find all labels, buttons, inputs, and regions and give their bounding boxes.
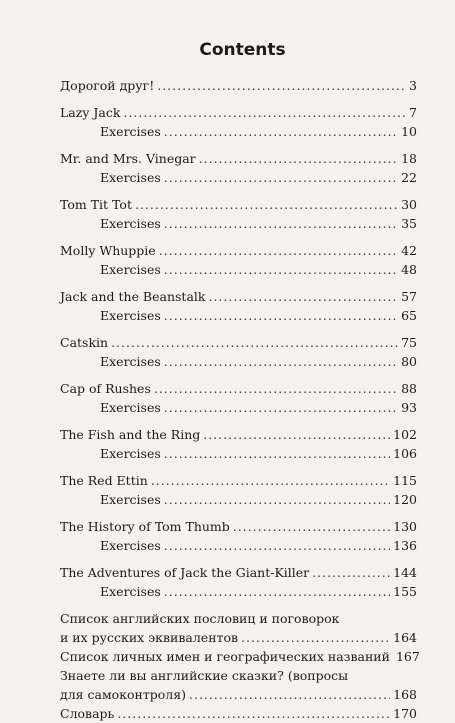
dot-leader: [123, 103, 406, 122]
toc-entry: [60, 379, 417, 398]
toc-page-number: 30: [401, 197, 417, 212]
toc-page-number: 57: [401, 289, 417, 304]
toc-entry-title: The Red Ettin: [60, 473, 148, 488]
toc-entry: [60, 471, 417, 490]
dot-leader: [208, 287, 398, 306]
toc-subentry: [60, 490, 417, 509]
toc-page-number: 80: [401, 354, 417, 369]
toc-entry: [60, 563, 417, 582]
dot-leader: [164, 122, 398, 141]
toc-subentry: [60, 444, 417, 463]
page-title: Contents: [199, 40, 286, 60]
toc-entry-title: Знаете ли вы английские сказки? (вопросы: [60, 668, 349, 683]
dot-leader: [189, 685, 390, 704]
toc-page-number: 167: [395, 649, 420, 664]
toc-page-number: 115: [393, 473, 417, 488]
toc-entry-title: Molly Whuppie: [60, 243, 156, 258]
toc-subentry: [60, 352, 417, 371]
table-of-contents: [60, 76, 420, 723]
toc-entry-title: Jack and the Beanstalk: [60, 289, 206, 304]
toc-subentry: [60, 214, 417, 233]
toc-entry: [60, 103, 417, 122]
toc-page-number: 75: [401, 335, 417, 350]
toc-entry-title: Exercises: [100, 538, 161, 553]
dot-leader: [135, 195, 398, 214]
toc-page-number: 155: [393, 584, 417, 599]
toc-subentry: [60, 306, 417, 325]
toc-page-number: 93: [401, 400, 417, 415]
toc-entry-title: Exercises: [100, 308, 161, 323]
dot-leader: [199, 149, 398, 168]
toc-page-number: 144: [393, 565, 417, 580]
toc-entry-title-continued: для самоконтроля): [60, 687, 187, 702]
toc-page-number: 120: [393, 492, 417, 507]
toc-entry-title: Tom Tit Tot: [60, 197, 132, 212]
toc-page-number: 168: [393, 687, 417, 702]
toc-page-number: 35: [401, 216, 417, 231]
dot-leader: [157, 76, 406, 95]
toc-entry: [60, 628, 417, 647]
dot-leader: [159, 241, 398, 260]
toc-page-number: 102: [393, 427, 417, 442]
dot-leader: [154, 379, 398, 398]
toc-page-number: 10: [401, 124, 417, 139]
dot-leader: [233, 517, 390, 536]
toc-entry-title: The Fish and the Ring: [60, 427, 201, 442]
toc-page-number: 170: [393, 706, 417, 721]
dot-leader: [164, 260, 398, 279]
toc-page-number: 48: [401, 262, 417, 277]
toc-entry: [60, 685, 417, 704]
toc-subentry: [60, 536, 417, 555]
toc-entry-first-line: [60, 609, 417, 628]
dot-leader: [164, 582, 390, 601]
toc-entry: [60, 647, 420, 666]
dot-leader: [164, 306, 398, 325]
toc-subentry: [60, 168, 417, 187]
toc-page-number: 3: [409, 78, 417, 93]
dot-leader: [164, 398, 398, 417]
dot-leader: [111, 333, 398, 352]
toc-entry-title: Exercises: [100, 492, 161, 507]
toc-page-number: 42: [401, 243, 417, 258]
toc-entry: [60, 149, 417, 168]
toc-entry-title: Cap of Rushes: [60, 381, 151, 396]
toc-subentry: [60, 398, 417, 417]
toc-entry-title: Exercises: [100, 354, 161, 369]
toc-entry-title: Lazy Jack: [60, 105, 121, 120]
toc-entry-title: Exercises: [100, 216, 161, 231]
toc-page-number: 7: [409, 105, 417, 120]
toc-page-number: 136: [393, 538, 417, 553]
toc-entry-title: Exercises: [100, 262, 161, 277]
dot-leader: [312, 563, 390, 582]
toc-entry: [60, 333, 417, 352]
toc-page-number: 106: [393, 446, 417, 461]
dot-leader: [164, 536, 390, 555]
toc-page-number: 164: [393, 630, 417, 645]
toc-page-number: 18: [401, 151, 417, 166]
toc-page-number: 22: [401, 170, 417, 185]
toc-entry-title: Catskin: [60, 335, 109, 350]
toc-entry: [60, 76, 417, 95]
toc-entry-title: The Adventures of Jack the Giant-Killer: [60, 565, 310, 580]
dot-leader: [164, 168, 398, 187]
toc-entry-title-continued: и их русских эквивалентов: [60, 630, 239, 645]
toc-entry: [60, 517, 417, 536]
dot-leader: [117, 704, 390, 723]
dot-leader: [241, 628, 390, 647]
toc-entry-title: Дорогой друг!: [60, 78, 155, 93]
toc-page-number: 88: [401, 381, 417, 396]
toc-entry-title: Exercises: [100, 584, 161, 599]
toc-page-number: 130: [393, 519, 417, 534]
toc-entry: [60, 704, 417, 723]
toc-entry: [60, 425, 417, 444]
dot-leader: [203, 425, 390, 444]
dot-leader: [164, 352, 398, 371]
toc-entry-title: Список английских пословиц и поговорок: [60, 611, 340, 626]
dot-leader: [164, 214, 398, 233]
toc-entry-title: Exercises: [100, 124, 161, 139]
toc-entry-title: Словарь: [60, 706, 115, 721]
toc-entry: [60, 241, 417, 260]
toc-subentry: [60, 260, 417, 279]
toc-entry-title: Exercises: [100, 446, 161, 461]
toc-entry: [60, 287, 417, 306]
toc-subentry: [60, 582, 417, 601]
dot-leader: [151, 471, 390, 490]
toc-entry-title: Exercises: [100, 400, 161, 415]
toc-subentry: [60, 122, 417, 141]
dot-leader: [164, 444, 390, 463]
toc-entry-title: Exercises: [100, 170, 161, 185]
toc-entry-title: The History of Tom Thumb: [60, 519, 230, 534]
dot-leader: [164, 490, 390, 509]
toc-entry: [60, 195, 417, 214]
toc-entry-title: Список личных имен и географических названий: [60, 649, 390, 664]
toc-entry-title: Mr. and Mrs. Vinegar: [60, 151, 196, 166]
toc-page-number: 65: [401, 308, 417, 323]
toc-entry-first-line: [60, 666, 417, 685]
